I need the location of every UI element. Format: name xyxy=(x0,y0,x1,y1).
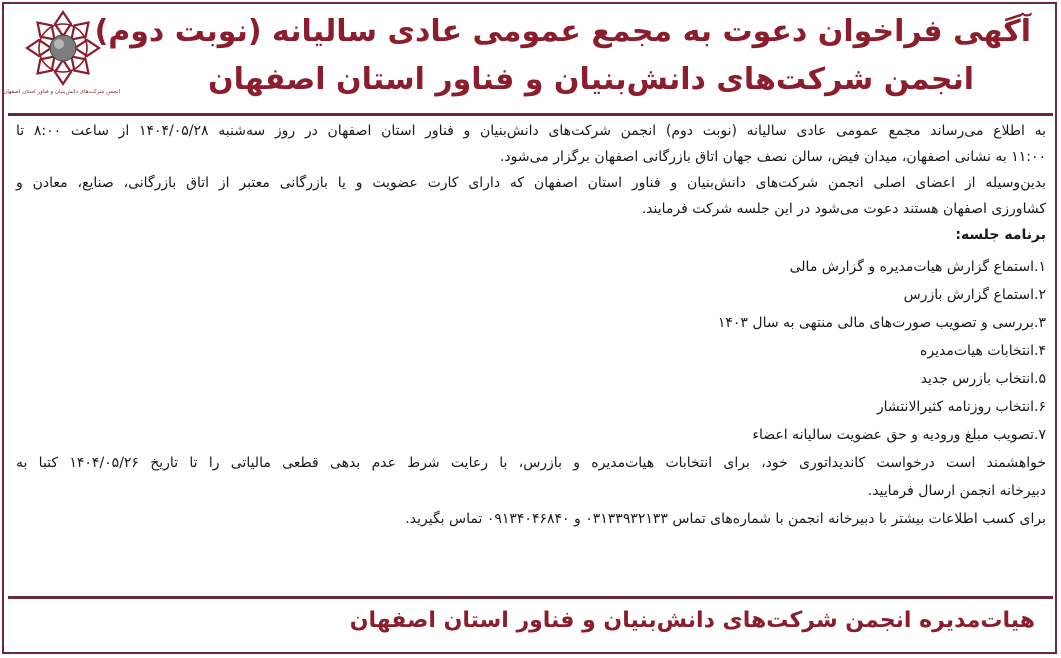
header xyxy=(0,0,1061,112)
agenda-item: ۵.انتخاب بازرس جدید xyxy=(920,371,1046,387)
agenda-item: ۱.استماع گزارش هیات‌مدیره و گزارش مالی xyxy=(789,259,1046,275)
invite-line-2: کشاورزی اصفهان هستند دعوت می‌شود در این جلسه شرکت فرمایند. xyxy=(641,201,1046,217)
header-divider xyxy=(8,113,1053,116)
intro-line-2: ۱۱:۰۰ به نشانی اصفهان، میدان فیض، سالن نصف جهان اتاق بازرگانی اصفهان برگزار می‌شود. xyxy=(499,149,1046,165)
request-line-2: دبیرخانه انجمن ارسال فرمایید. xyxy=(867,483,1046,499)
signature: هیات‌مدیره انجمن شرکت‌های دانش‌بنیان و فناور استان اصفهان xyxy=(349,608,1035,633)
contact-line: برای کسب اطلاعات بیشتر با دبیرخانه انجمن با شماره‌های تماس ۰۳۱۳۳۹۳۲۱۳۳ و ۰۹۱۳۴۰۴۶۸۴۰ تماس بگیرید. xyxy=(405,511,1046,527)
agenda-item: ۷.تصویب مبلغ ورودیه و حق عضویت سالیانه اعضاء xyxy=(752,427,1046,443)
footer-divider xyxy=(8,596,1053,599)
request-line-1: خواهشمند است درخواست کاندیداتوری خود، برای انتخابات هیات‌مدیره و بازرس، با رعایت شرط عدم بدهی قطعی مالیاتی را تا تاریخ ۱۴۰۴/۰۵/۲۶ کتبا به xyxy=(16,455,1046,471)
agenda-item: ۲.استماع گزارش بازرس xyxy=(903,287,1046,303)
invite-line-1: بدین‌وسیله از اعضای اصلی انجمن شرکت‌های دانش‌بنیان و فناور استان اصفهان که دارای کارت عضویت و یا بازرگانی معتبر از اتاق بازرگانی، صنایع، معادن و xyxy=(16,175,1046,191)
logo-caption: انجمن شرکت‌های دانش‌بنیان و فناور استان اصفهان xyxy=(3,89,120,95)
page-title: آگهی فراخوان دعوت به مجمع عمومی عادی سالیانه (نوبت دوم) xyxy=(94,14,1031,49)
agenda-item: ۳.بررسی و تصویب صورت‌های مالی منتهی به سال ۱۴۰۳ xyxy=(717,315,1046,331)
agenda-title: برنامه جلسه: xyxy=(955,227,1046,243)
agenda-item: ۶.انتخاب روزنامه کثیرالانتشار xyxy=(876,399,1046,415)
page-subtitle: انجمن شرکت‌های دانش‌بنیان و فناور استان اصفهان xyxy=(207,62,974,97)
agenda-item: ۴.انتخابات هیات‌مدیره xyxy=(920,343,1046,359)
intro-line-1: به اطلاع می‌رساند مجمع عمومی عادی سالیانه (نوبت دوم) انجمن شرکت‌های دانش‌بنیان و فناور استان اصفهان در روز سه‌شنبه ۱۴۰۴/۰۵/۲۸ از ساعت ۸:۰۰ تا xyxy=(16,123,1046,139)
